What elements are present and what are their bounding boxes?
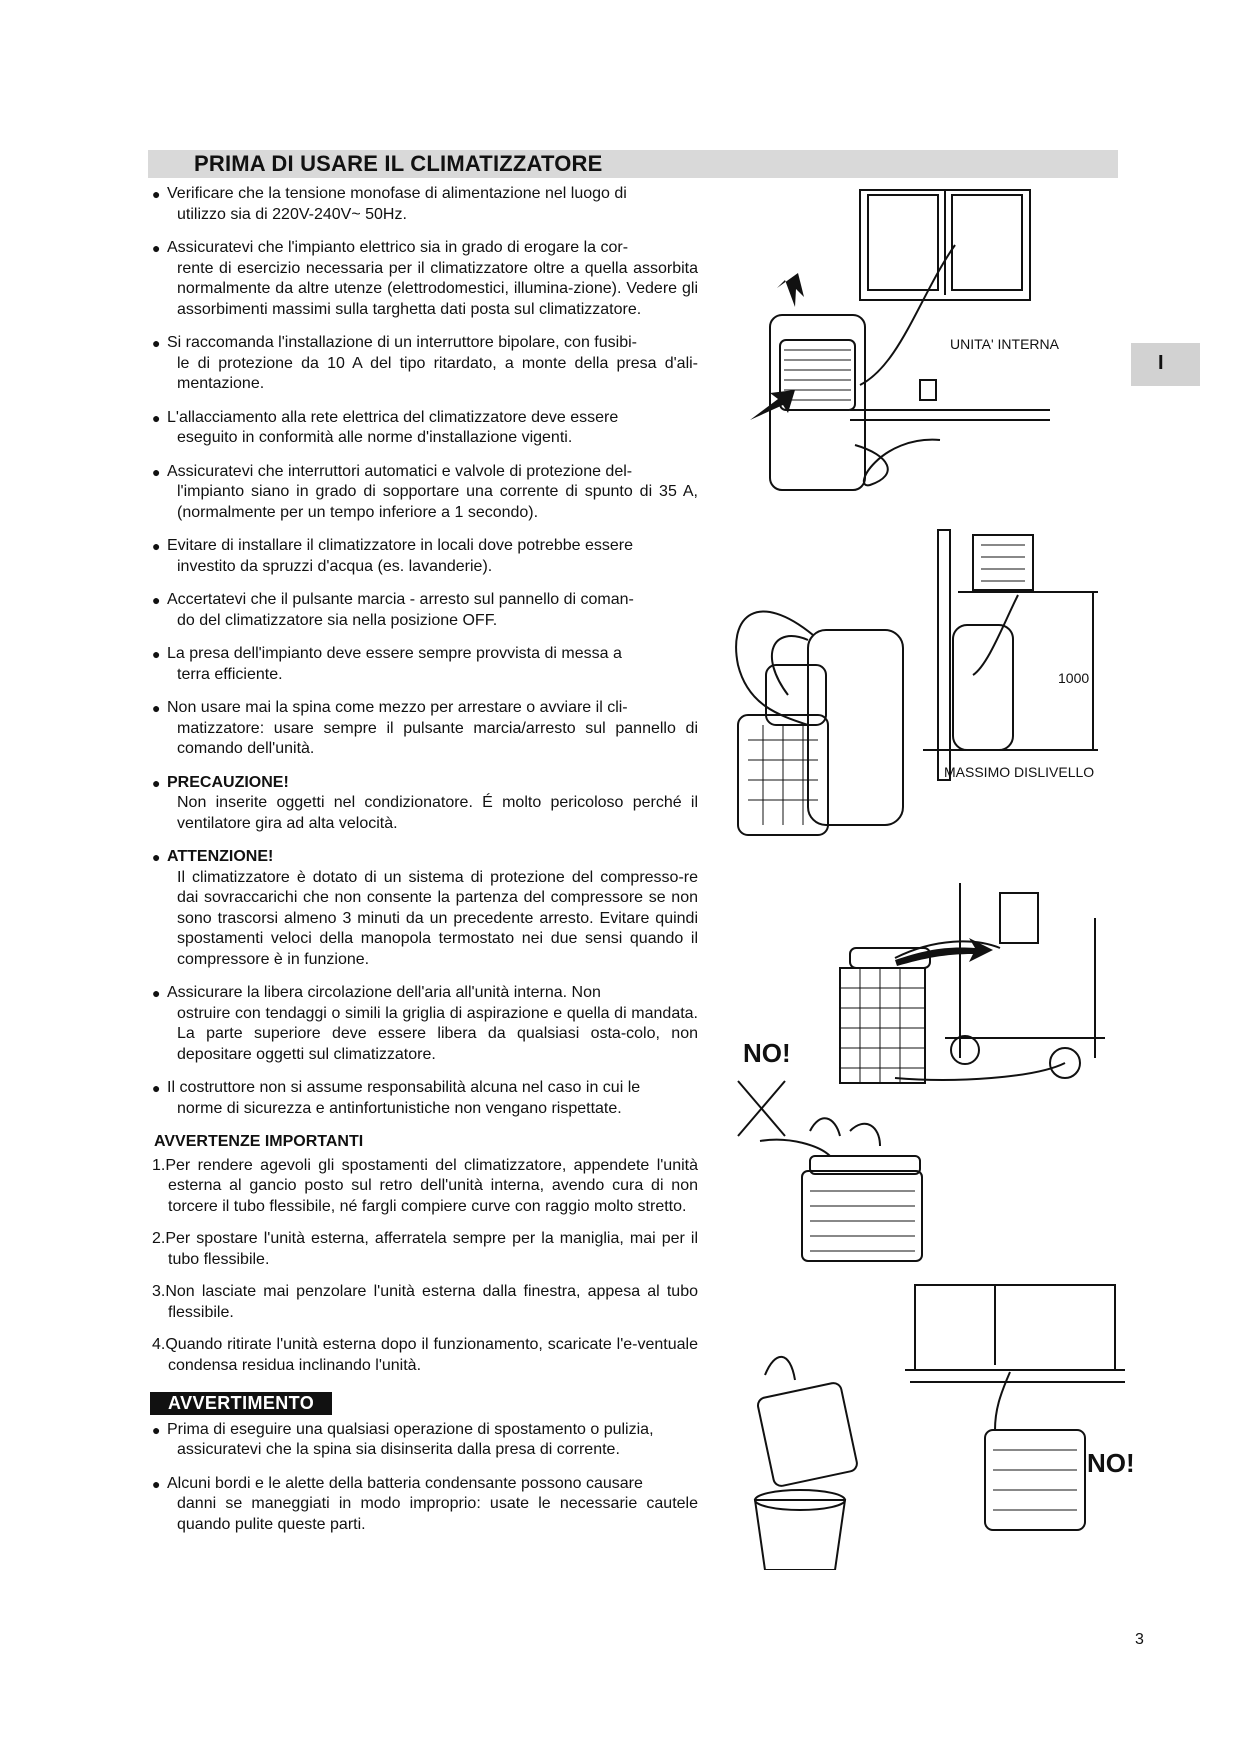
bullet-line1: Assicurare la libera circolazione dell'aria all'unità interna. Non [167,984,601,1001]
numbered-item: 4.Quando ritirate l'unità esterna dopo il funzionamento, scaricate l'e-ventuale condensa residua inclinando l'unità. [152,1336,698,1374]
bullet-item [150,1474,698,1536]
no-label-2: NO! [1087,1448,1135,1478]
figure-carry [730,1076,950,1276]
bullet-text: utilizzo sia di 220V-240V~ 50Hz. [177,205,407,223]
precaution-heading: PRECAUZIONE! [167,773,289,791]
bullet-line1: Alcuni bordi e le alette della batteria condensante possono causare [167,1474,643,1492]
bullet-item [150,408,698,449]
numbered-item: 2.Per spostare l'unità esterna, afferratela sempre per la maniglia, mai per il tubo flessibile. [152,1230,698,1268]
bullet-line1: Assicuratevi che interruttori automatici e valvole di protezione del- [167,462,633,480]
bullet-dot: ● [152,538,161,554]
bullet-item [150,333,698,395]
bullet-line1: La presa dell'impianto deve essere sempre provvista di messa a [167,645,622,662]
bullet-line1: Prima di eseguire una qualsiasi operazione di spostamento o pulizia, [167,1420,654,1438]
section-title-bar [148,150,1118,178]
bullet-line1: L'allacciamento alla rete elettrica del climatizzatore deve essere [167,408,619,426]
warnings-heading: AVVERTENZE IMPORTANTI [154,1133,364,1150]
bullet-line1: Non usare mai la spina come mezzo per arrestare o avviare il cli- [167,699,628,716]
bullet-dot: ● [152,700,161,716]
bullet-item [150,644,698,685]
attention-block [150,847,698,970]
bullet-line1: Verificare che la tensione monofase di alimentazione nel luogo di [167,185,627,202]
bullet-dot: ● [152,646,161,662]
bullet-dot: ● [152,1080,161,1096]
bullet-dot: ● [152,463,161,480]
bullet-item [150,184,698,225]
label-indoor-unit: UNITA' INTERNA [950,336,1059,352]
bullet-item [150,1078,698,1119]
bullet-dot: ● [152,774,161,791]
page-number: 3 [1135,1631,1144,1648]
bullet-dot: ● [152,1475,161,1492]
bullet-line1: Evitare di installare il climatizzatore in locali dove potrebbe essere [167,537,633,554]
label-max-height: MASSIMO DISLIVELLO [944,764,1095,780]
arrow-in-icon [750,390,795,420]
avvertimento-badge: AVVERTIMENTO [150,1392,332,1415]
bullet-dot: ● [152,849,161,865]
figure-hook [835,878,1115,1093]
label-measure: 1000 [1058,670,1090,686]
no-label-1: NO! [743,1038,791,1068]
bullet-item [150,590,698,631]
bullet-dot: ● [152,409,161,426]
bullet-line1: Si raccomanda l'installazione di un interruttore bipolare, con fusibi- [167,334,637,351]
bullet-text: assicuratevi che la spina sia disinserita dalla presa di corrente. [177,1441,620,1458]
bullet-line1: Assicuratevi che l'impianto elettrico sia in grado di erogare la cor- [167,239,629,256]
attention-heading: ATTENZIONE! [167,848,274,865]
arrow-up-icon [777,273,804,307]
figure-drain [745,1280,1125,1570]
bullet-text: investito da spruzzi d'acqua (es. lavanderie). [177,557,493,575]
bullet-text: danni se maneggiati in modo improprio: usate le necessarie cautele quando pulite queste parti. [177,1495,698,1533]
bullet-dot: ● [152,186,161,202]
precaution-block [150,773,698,835]
bullet-item [150,536,698,577]
bullet-line1: Accertatevi che il pulsante marcia - arresto sul pannello di coman- [167,591,634,608]
bullet-dot: ● [152,592,161,608]
bullet-text: le di protezione da 10 A del tipo ritardato, a monte della presa d'ali-mentazione. [177,354,698,392]
bullet-text: terra efficiente. [177,665,283,683]
bullet-item [150,1420,698,1461]
numbered-item: 3.Non lasciate mai penzolare l'unità esterna dalla finestra, appesa al tubo flessibile. [152,1283,698,1321]
bullet-dot: ● [152,985,161,1001]
bullet-line1: Il costruttore non si assume responsabilità alcuna nel caso in cui le [167,1079,641,1096]
bullet-dot: ● [152,335,161,351]
bullet-text: rente di esercizio necessaria per il climatizzatore oltre a quella assorbita normalmente da altre utenze (elettrodomestici, illumina-zione). Vedere gli assorbimenti massimi sulla targhetta dati posta sul climatizzatore. [177,259,698,318]
bullet-item [150,698,698,760]
bullet-text: ostruire con tendaggi o simili la griglia di aspirazione e quella di mandata. La parte superiore deve essere libera da qualsiasi osta-colo, non depositare oggetti sul climatizzatore. [177,1004,698,1063]
bullet-text: do del climatizzatore sia nella posizione OFF. [177,611,498,629]
bullet-item [150,983,698,1065]
language-tab-label: I [1158,352,1164,374]
attention-text: Il climatizzatore è dotato di un sistema di protezione del compresso-re dai sovraccarichi che non consente la partenza del compressore se non sono trascorsi almeno 3 minuti da un precedente arresto. Evitare quindi spostamenti veloci della manopola termostato nei due sensi quando il compressore è in funzione. [177,868,698,968]
bullet-text: norme di sicurezza e antinfortunistiche non vengano rispettate. [177,1099,622,1117]
page-title: PRIMA DI USARE IL CLIMATIZZATORE [194,151,603,176]
bullet-item [150,238,698,320]
precaution-text: Non inserite oggetti nel condizionatore. É molto pericoloso perché il ventilatore gira ad alta velocità. [177,794,698,832]
bullet-item [150,462,698,524]
bullet-text: matizzatore: usare sempre il pulsante marcia/arresto sul pannello di comando dell'unità. [177,719,698,757]
bullet-text: eseguito in conformità alle norme d'installazione vigenti. [177,429,573,446]
figure-max-height [718,525,1108,855]
bullet-dot: ● [152,240,161,256]
bullet-dot: ● [152,1421,161,1438]
language-tab [1131,343,1200,386]
bullet-text: l'impianto siano in grado di sopportare una corrente di spunto di 35 A, (normalmente per un tempo inferiore a 1 secondo). [177,483,698,521]
numbered-item: 1.Per rendere agevoli gli spostamenti del climatizzatore, appendete l'unità esterna al gancio posto sul retro dell'unità interna, avendo cura di non torcere il tubo flessibile, né fargli compiere curve con raggio molto stretto. [152,1156,698,1215]
text-column [150,184,698,1548]
